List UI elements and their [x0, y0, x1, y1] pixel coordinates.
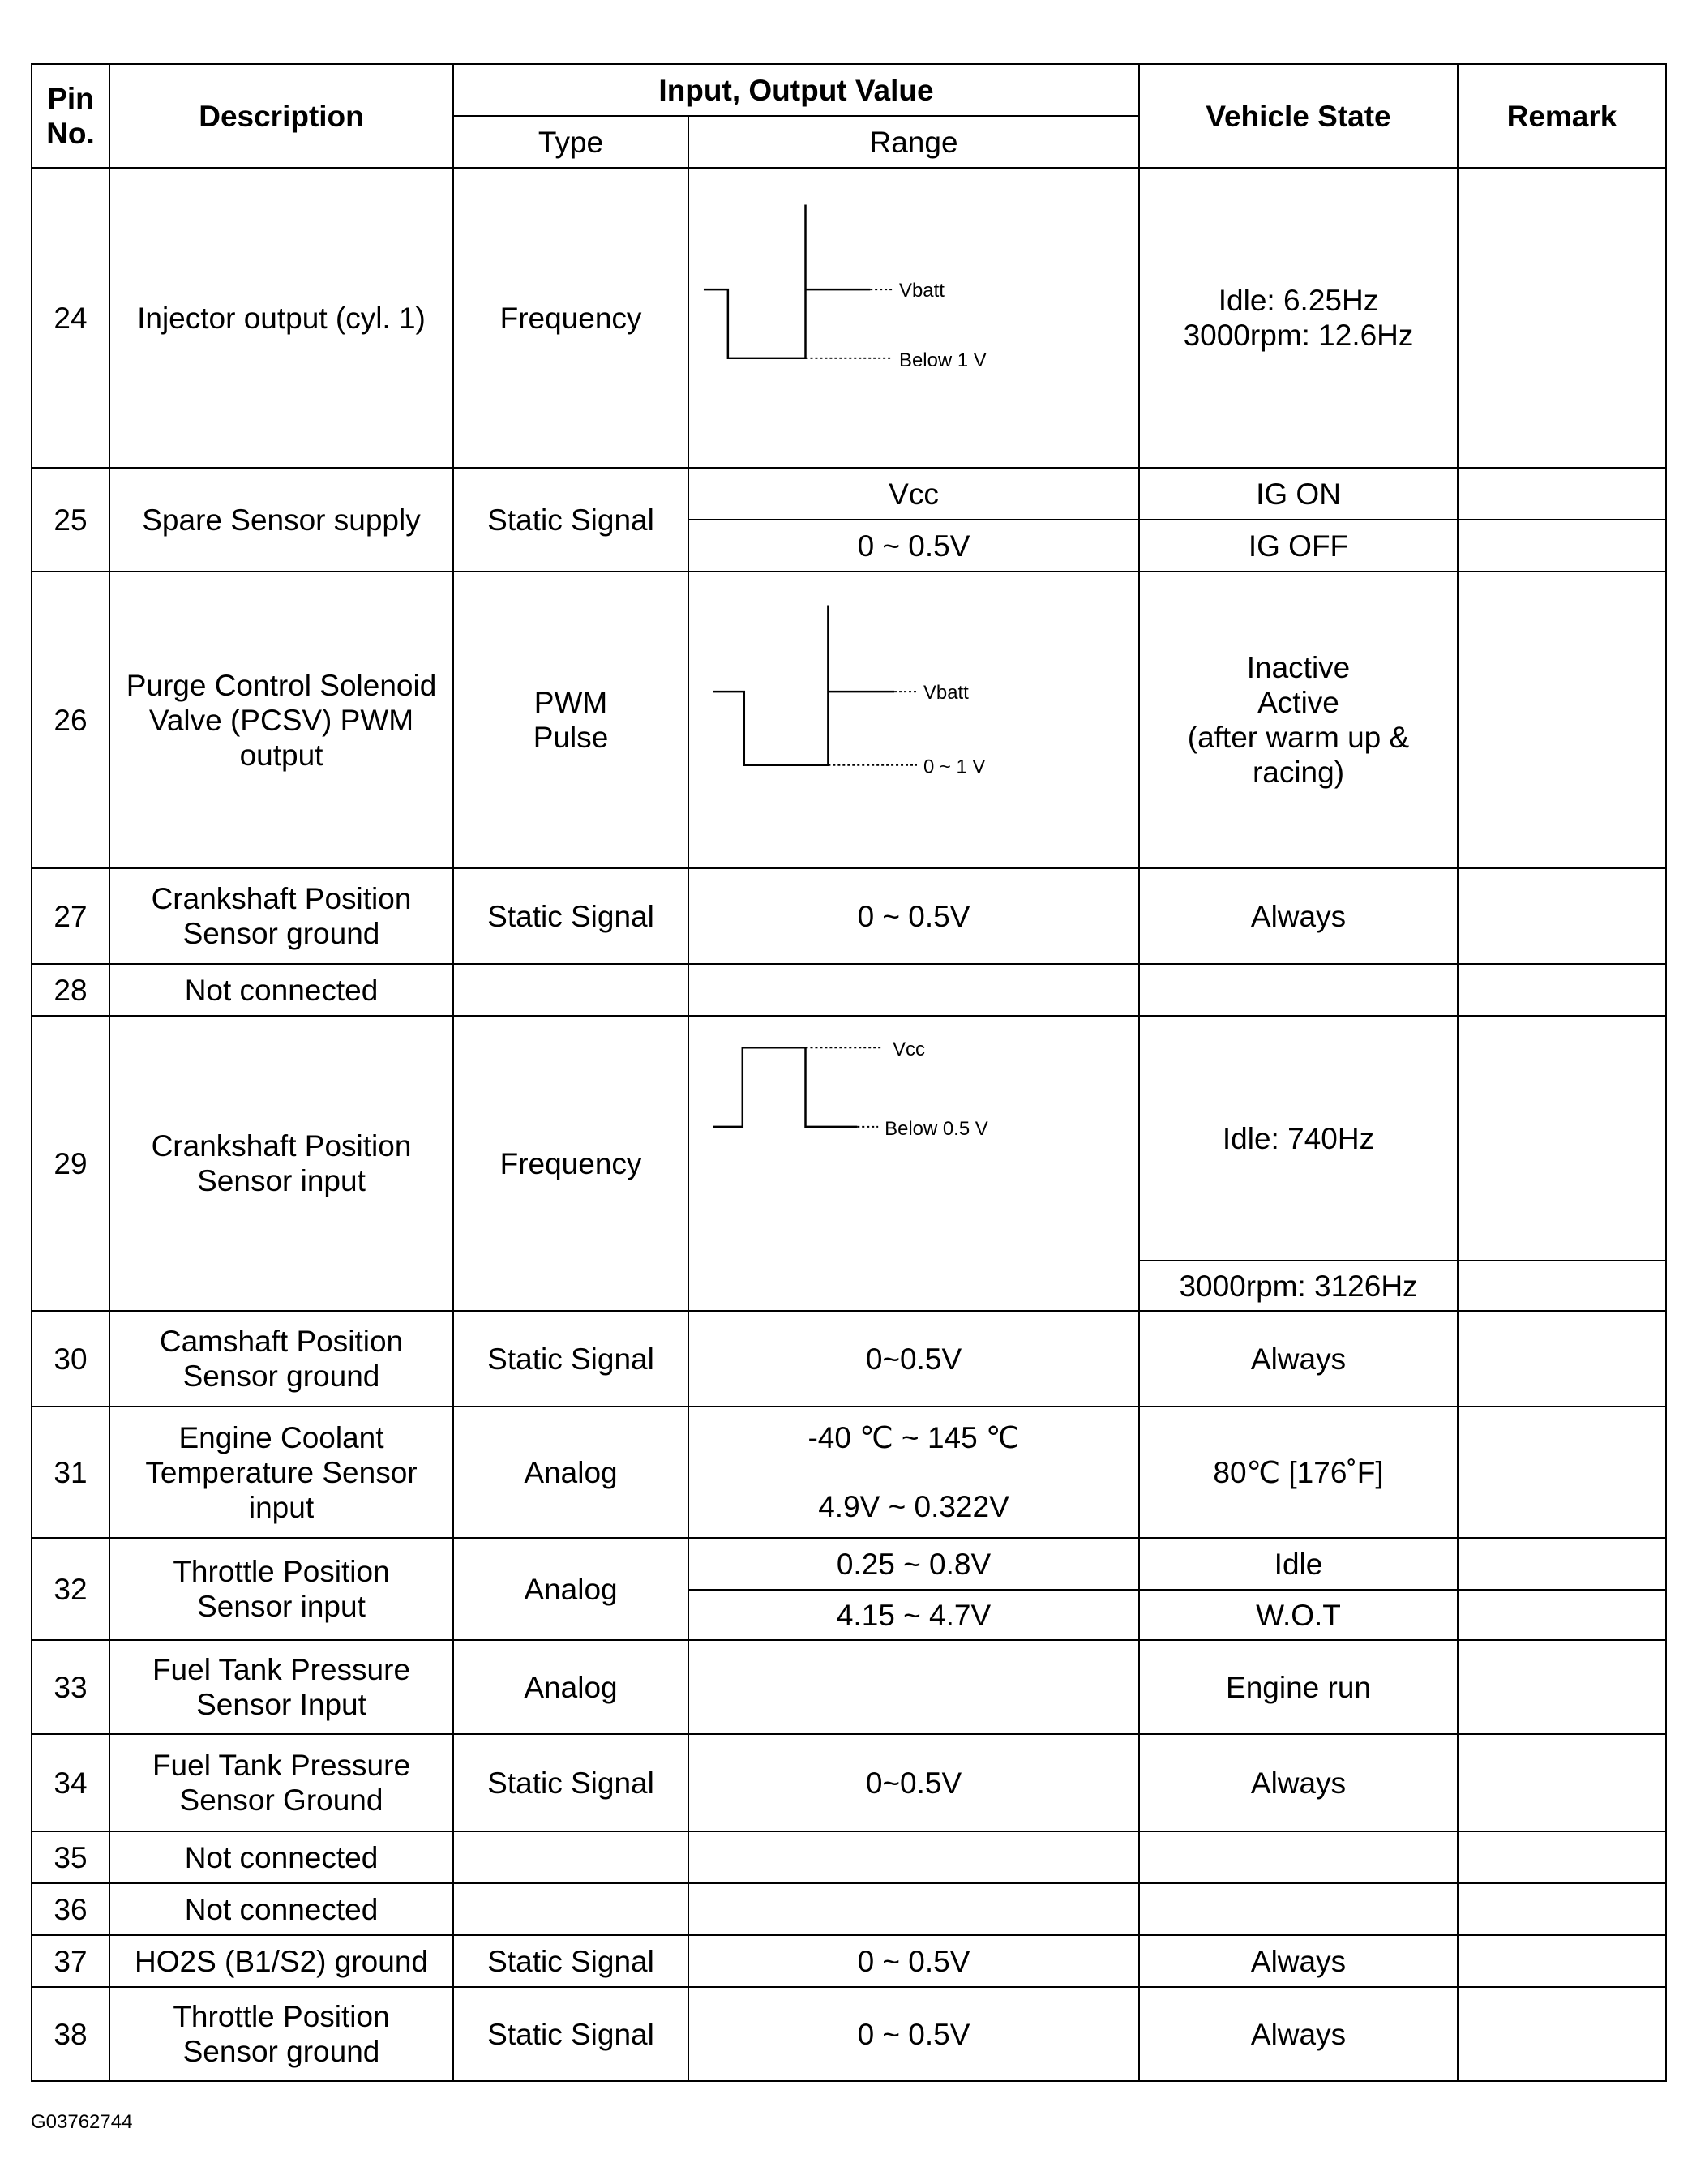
- vehicle-state-cell: Always: [1139, 1987, 1458, 2081]
- range-cell: [688, 964, 1139, 1016]
- table-row: [32, 1831, 1666, 1883]
- header-description: Description: [109, 64, 453, 168]
- vehicle-state-cell: IG OFF: [1139, 520, 1458, 572]
- vehicle-state-cell: Always: [1139, 1935, 1458, 1987]
- remark-cell: [1458, 1734, 1666, 1831]
- description-cell: [109, 1407, 453, 1538]
- description-line: Temperature Sensor: [145, 1455, 418, 1489]
- vehicle-state-cell: [1139, 1831, 1458, 1883]
- table-row: [32, 1640, 1666, 1734]
- description-line: Sensor ground: [182, 917, 380, 950]
- remark-cell: [1458, 1016, 1666, 1261]
- vehicle-state-cell: Idle: 740Hz: [1139, 1016, 1458, 1261]
- type-line: PWM: [533, 686, 608, 719]
- range-cell: [688, 1407, 1139, 1538]
- description-line: Valve (PCSV) PWM: [148, 703, 414, 737]
- table-row: [32, 572, 1666, 868]
- type-cell: Static Signal: [453, 1734, 688, 1831]
- range-cell: 4.15 ~ 4.7V: [688, 1590, 1139, 1640]
- range-cell: 0 ~ 0.5V: [688, 520, 1139, 572]
- description-line: Throttle Position: [173, 2000, 390, 2033]
- description-cell: Not connected: [109, 1883, 453, 1935]
- table-row: [32, 868, 1666, 964]
- wave-low-label: Below 1 V: [899, 349, 987, 371]
- remark-cell: [1458, 1538, 1666, 1590]
- vehicle-state-cell: [1139, 1883, 1458, 1935]
- square-waveform: [696, 1017, 1132, 1203]
- range-cell: 0 ~ 0.5V: [688, 1987, 1139, 2081]
- description-line: Sensor input: [197, 1164, 366, 1197]
- pin-number: 32: [32, 1538, 109, 1640]
- pin-number: 29: [32, 1016, 109, 1311]
- wave-high-label: Vbatt: [923, 682, 969, 704]
- type-cell: [453, 1883, 688, 1935]
- description-cell: [109, 1016, 453, 1311]
- description-cell: HO2S (B1/S2) ground: [109, 1935, 453, 1987]
- range-line: -40 ℃ ~ 145 ℃: [807, 1421, 1020, 1454]
- description-line: Sensor Ground: [179, 1784, 383, 1817]
- table-row: [32, 1311, 1666, 1407]
- remark-cell: [1458, 1590, 1666, 1640]
- type-cell: [453, 964, 688, 1016]
- description-line: input: [248, 1490, 315, 1524]
- remark-cell: [1458, 964, 1666, 1016]
- description-line: Crankshaft Position: [151, 882, 412, 915]
- pin-number: 35: [32, 1831, 109, 1883]
- remark-cell: [1458, 1935, 1666, 1987]
- figure-code: G03762744: [31, 2111, 133, 2133]
- vehicle-state-cell: 80℃ [176˚F]: [1139, 1407, 1458, 1538]
- range-cell: [688, 168, 1139, 468]
- state-line: Idle: 6.25Hz: [1218, 284, 1379, 317]
- vehicle-state-cell: Engine run: [1139, 1640, 1458, 1734]
- range-cell: Vcc: [688, 468, 1139, 520]
- remark-cell: [1458, 1987, 1666, 2081]
- pin-number: 31: [32, 1407, 109, 1538]
- description-cell: Injector output (cyl. 1): [109, 168, 453, 468]
- type-cell: Static Signal: [453, 1311, 688, 1407]
- description-line: Camshaft Position: [159, 1325, 404, 1358]
- remark-cell: [1458, 1831, 1666, 1883]
- range-cell: [688, 1016, 1139, 1311]
- description-cell: [109, 868, 453, 964]
- range-cell: [688, 1640, 1139, 1734]
- remark-cell: [1458, 520, 1666, 572]
- remark-cell: [1458, 1640, 1666, 1734]
- vehicle-state-cell: [1139, 964, 1458, 1016]
- range-cell: 0 ~ 0.5V: [688, 1935, 1139, 1987]
- description-line: Crankshaft Position: [151, 1129, 412, 1163]
- table-row: [32, 1883, 1666, 1935]
- remark-cell: [1458, 1407, 1666, 1538]
- pinout-document: [31, 63, 1667, 2082]
- type-cell: Static Signal: [453, 868, 688, 964]
- vehicle-state-cell: IG ON: [1139, 468, 1458, 520]
- remark-cell: [1458, 1261, 1666, 1311]
- pin-number: 26: [32, 572, 109, 868]
- description-line: Throttle Position: [173, 1555, 390, 1588]
- description-line: Sensor input: [197, 1590, 366, 1623]
- description-cell: [109, 1640, 453, 1734]
- table-row: [32, 1016, 1666, 1261]
- state-line: (after warm up &: [1187, 721, 1410, 754]
- pin-number: 30: [32, 1311, 109, 1407]
- pwm-waveform: [696, 574, 1132, 866]
- vehicle-state-cell: [1139, 168, 1458, 468]
- type-cell: Static Signal: [453, 1987, 688, 2081]
- vehicle-state-cell: Always: [1139, 1734, 1458, 1831]
- description-line: Engine Coolant: [178, 1420, 384, 1454]
- description-cell: [109, 1311, 453, 1407]
- pin-number: 25: [32, 468, 109, 572]
- description-cell: [109, 572, 453, 868]
- pin-number: 28: [32, 964, 109, 1016]
- header-vehicle-state: Vehicle State: [1139, 64, 1458, 168]
- vehicle-state-cell: Always: [1139, 1311, 1458, 1407]
- remark-cell: [1458, 168, 1666, 468]
- range-cell: 0 ~ 0.5V: [688, 868, 1139, 964]
- table-row: [32, 1987, 1666, 2081]
- description-cell: Not connected: [109, 964, 453, 1016]
- description-cell: [109, 1538, 453, 1640]
- header-input-output-value: Input, Output Value: [453, 64, 1139, 116]
- wave-high-label: Vbatt: [899, 280, 945, 302]
- pin-number: 24: [32, 168, 109, 468]
- description-line: output: [239, 738, 323, 772]
- range-cell: 0.25 ~ 0.8V: [688, 1538, 1139, 1590]
- state-line: Inactive: [1246, 651, 1351, 684]
- type-line: Pulse: [533, 721, 609, 754]
- wave-low-label: Below 0.5 V: [885, 1117, 988, 1140]
- state-line: Active: [1257, 686, 1339, 719]
- type-cell: Static Signal: [453, 1935, 688, 1987]
- range-cell: [688, 1883, 1139, 1935]
- wave-low-label: 0 ~ 1 V: [923, 756, 986, 778]
- type-cell: Static Signal: [453, 468, 688, 572]
- range-cell: [688, 1831, 1139, 1883]
- vehicle-state-cell: W.O.T: [1139, 1590, 1458, 1640]
- pin-number: 27: [32, 868, 109, 964]
- remark-cell: [1458, 868, 1666, 964]
- range-line: 4.9V ~ 0.322V: [818, 1490, 1009, 1523]
- table-row: [32, 1734, 1666, 1831]
- range-cell: 0~0.5V: [688, 1734, 1139, 1831]
- description-line: Fuel Tank Pressure: [152, 1749, 411, 1782]
- pin-number: 37: [32, 1935, 109, 1987]
- description-cell: Not connected: [109, 1831, 453, 1883]
- table-row: [32, 468, 1666, 520]
- remark-cell: [1458, 1311, 1666, 1407]
- pin-number: 38: [32, 1987, 109, 2081]
- table-row: [32, 1538, 1666, 1590]
- remark-cell: [1458, 572, 1666, 868]
- pulse-waveform: [696, 172, 1132, 464]
- type-cell: Frequency: [453, 1016, 688, 1311]
- vehicle-state-cell: Always: [1139, 868, 1458, 964]
- header-range: Range: [688, 116, 1139, 168]
- pin-number: 36: [32, 1883, 109, 1935]
- description-cell: Spare Sensor supply: [109, 468, 453, 572]
- remark-cell: [1458, 468, 1666, 520]
- table-row: [32, 168, 1666, 468]
- remark-cell: [1458, 1883, 1666, 1935]
- range-cell: 0~0.5V: [688, 1311, 1139, 1407]
- type-cell: Analog: [453, 1538, 688, 1640]
- description-line: Purge Control Solenoid: [126, 668, 437, 702]
- header-remark: Remark: [1458, 64, 1666, 168]
- pin-number: 34: [32, 1734, 109, 1831]
- wave-high-label: Vcc: [893, 1038, 925, 1061]
- state-line: racing): [1252, 756, 1345, 789]
- type-cell: [453, 1831, 688, 1883]
- type-cell: Frequency: [453, 168, 688, 468]
- table-row: [32, 1407, 1666, 1538]
- pinout-table: [31, 63, 1667, 2082]
- type-cell: Analog: [453, 1640, 688, 1734]
- vehicle-state-cell: 3000rpm: 3126Hz: [1139, 1261, 1458, 1311]
- description-line: Sensor ground: [182, 1360, 380, 1393]
- table-row: [32, 964, 1666, 1016]
- description-cell: [109, 1987, 453, 2081]
- type-cell: [453, 572, 688, 868]
- type-cell: Analog: [453, 1407, 688, 1538]
- table-row: [32, 1935, 1666, 1987]
- description-cell: [109, 1734, 453, 1831]
- vehicle-state-cell: [1139, 572, 1458, 868]
- vehicle-state-cell: Idle: [1139, 1538, 1458, 1590]
- range-cell: [688, 572, 1139, 868]
- header-type: Type: [453, 116, 688, 168]
- header-pin-no: Pin No.: [32, 64, 109, 168]
- description-line: Sensor ground: [182, 2035, 380, 2068]
- description-line: Sensor Input: [196, 1688, 366, 1721]
- state-line: 3000rpm: 12.6Hz: [1183, 319, 1414, 352]
- description-line: Fuel Tank Pressure: [152, 1653, 411, 1686]
- pin-number: 33: [32, 1640, 109, 1734]
